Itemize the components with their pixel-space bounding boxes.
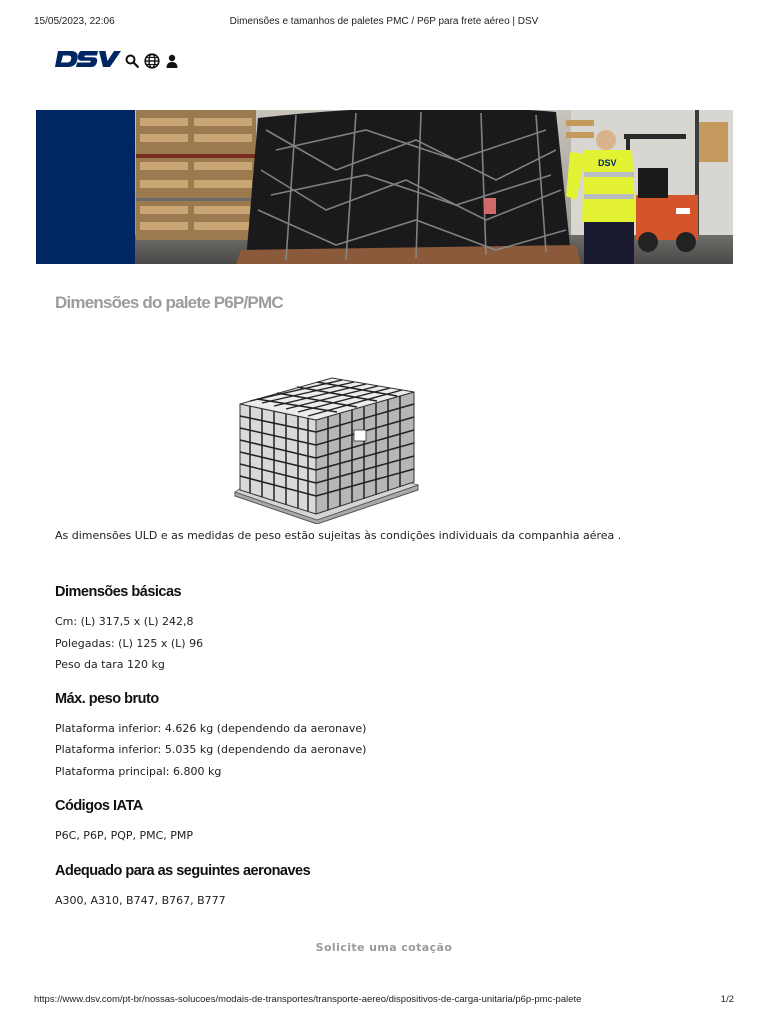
uld-disclaimer: As dimensões ULD e as medidas de peso estão sujeitas às condições individuais da companhia aérea .	[55, 529, 622, 542]
spec-line: Plataforma inferior: 5.035 kg (dependendo da aeronave)	[55, 743, 367, 756]
dsv-logo-mark	[55, 48, 121, 70]
dsv-logo[interactable]	[55, 48, 121, 74]
pallet-net-icon	[232, 372, 420, 524]
svg-text:DSV: DSV	[598, 158, 617, 168]
spec-line: Plataforma inferior: 4.626 kg (dependendo da aeronave)	[55, 722, 367, 735]
pallet-illustration	[232, 372, 420, 524]
section-heading-basic-dimensions: Dimensões básicas	[55, 584, 182, 600]
print-footer	[0, 994, 768, 1008]
spec-line: P6C, P6P, PQP, PMC, PMP	[55, 829, 194, 842]
section-heading-suitable-aircraft: Adequado para as seguintes aeronaves	[55, 863, 311, 879]
spec-line: Cm: (L) 317,5 x (L) 242,8	[55, 615, 194, 628]
search-icon[interactable]	[123, 52, 141, 70]
page-title: Dimensões do palete P6P/PMC	[55, 293, 283, 312]
print-datetime: 15/05/2023, 22:06	[34, 16, 115, 27]
globe-icon[interactable]	[143, 52, 161, 70]
hero-image	[36, 110, 733, 264]
hero-banner	[36, 110, 733, 264]
spec-line: Peso da tara 120 kg	[55, 658, 165, 671]
site-header	[55, 48, 181, 74]
spec-line: A300, A310, B747, B767, B777	[55, 894, 226, 907]
section-heading-iata-codes: Códigos IATA	[55, 798, 143, 814]
user-icon[interactable]	[163, 52, 181, 70]
spec-line: Polegadas: (L) 125 x (L) 96	[55, 637, 204, 650]
spec-line: Plataforma principal: 6.800 kg	[55, 765, 222, 778]
print-page-title: Dimensões e tamanhos de paletes PMC / P6P para frete aéreo | DSV	[229, 16, 539, 27]
section-heading-max-gross-weight: Máx. peso bruto	[55, 691, 159, 707]
print-page-indicator: 1/2	[720, 994, 734, 1005]
print-header	[0, 16, 768, 30]
request-quote-button[interactable]: Solicite uma cotação	[315, 941, 453, 954]
print-url: https://www.dsv.com/pt-br/nossas-solucoes/modais-de-transportes/transporte-aereo/dispositivos-de-carga-unitaria/p6p-pmc-palete	[34, 994, 582, 1005]
